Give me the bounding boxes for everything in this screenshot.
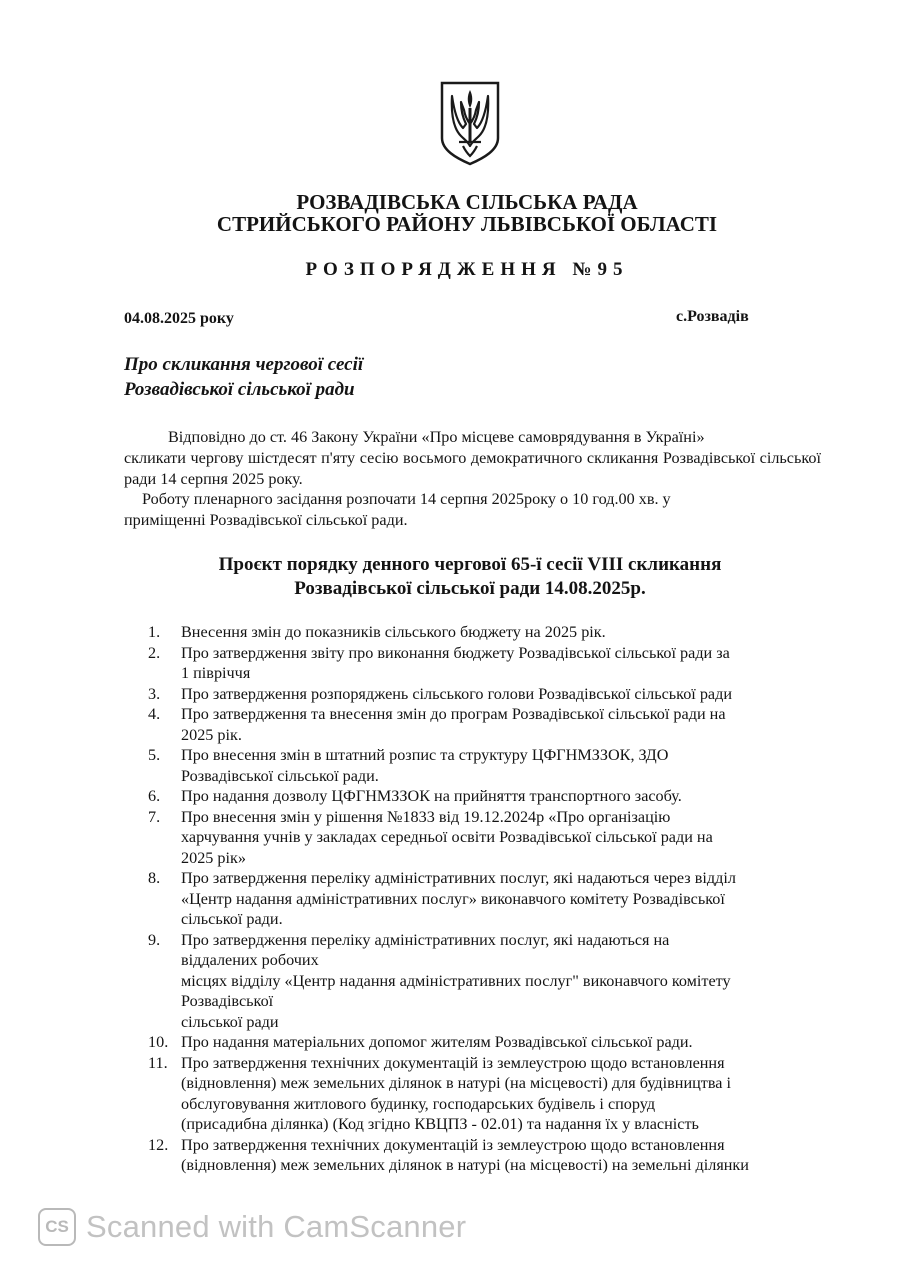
agenda-item (148, 786, 828, 807)
agenda-item (148, 1053, 828, 1135)
district-name: СТРИЙСЬКОГО РАЙОНУ ЛЬВІВСЬКОЇ ОБЛАСТІ (216, 212, 718, 236)
agenda-item-number: 4. (148, 705, 161, 723)
agenda-item-number: 2. (148, 643, 161, 662)
agenda-item-text: Про затвердження переліку адміністративних послуг, які надаються на віддалених робочих місцях відділу «Центр надання адміністративних послуг" виконавчого комітету Розвадівської сільської ради (181, 930, 731, 1031)
agenda-item-number: 1. (148, 623, 161, 641)
agenda-item-number: 3. (148, 684, 161, 703)
subject-line-2: Розвадівської сільської ради (124, 379, 355, 400)
agenda-item (148, 807, 828, 869)
agenda-item (148, 684, 828, 705)
council-name: РОЗВАДІВСЬКА СІЛЬСЬКА РАДА (296, 190, 638, 214)
agenda-item (148, 643, 828, 684)
agenda-item (148, 622, 828, 643)
agenda-item-text: Про затвердження технічних документацій із землеустрою щодо встановлення (відновлення) меж земельних ділянок в натурі (на місцевості) для будівництва і обслуговування житлового будинку, господарських будівель і споруд (присадибна ділянка) (Код згідно КВЦПЗ - 02.01) та надання їх у власність (181, 1053, 732, 1133)
agenda-item (148, 930, 828, 1033)
agenda-item-text: Про затвердження та внесення змін до програм Розвадівської сільської ради на 2025 рік. (181, 705, 726, 744)
agenda-item (148, 1135, 828, 1176)
agenda-item-text: Внесення змін до показників сільського бюджету на 2025 рік. (181, 623, 606, 641)
agenda-item-text: Про надання дозволу ЦФГНМЗЗОК на прийняття транспортного засобу. (181, 787, 682, 805)
agenda-item-number: 12. (148, 1135, 169, 1154)
camscanner-watermark (38, 1208, 466, 1246)
paragraph-2-first-line: Роботу пленарного засідання розпочати 14 серпня 2025року о 10 год.00 хв. у (142, 490, 671, 508)
agenda-title-line-2: Розвадівської сільської ради 14.08.2025р. (294, 578, 646, 599)
body-paragraph-2 (124, 489, 821, 531)
body-paragraph-1 (124, 427, 821, 490)
order-date: 04.08.2025 року (124, 310, 234, 327)
camscanner-logo-icon: CS (38, 1208, 76, 1246)
order-subject (124, 352, 363, 402)
agenda-item-text: Про затвердження переліку адміністративних послуг, які надаються через відділ «Центр надання адміністративних послуг» виконавчого комітету Розвадівської сільської ради. (181, 869, 736, 928)
agenda-item-number: 7. (148, 807, 161, 826)
agenda-item-number: 10. (148, 1033, 169, 1051)
agenda-list (148, 622, 828, 1176)
agenda-item-text: Про затвердження технічних документацій із землеустрою щодо встановлення (відновлення) меж земельних ділянок в натурі (на місцевості) на земельні ділянки (181, 1135, 749, 1174)
order-place: с.Розвадів (676, 308, 749, 325)
agenda-item (148, 868, 828, 930)
agenda-item-text: Про затвердження звіту про виконання бюджету Розвадівської сільської ради за 1 півріччя (181, 643, 730, 682)
agenda-item (148, 704, 828, 745)
agenda-item-text: Про надання матеріальних допомог жителям Розвадівської сільської ради. (181, 1033, 693, 1051)
camscanner-text: Scanned with CamScanner (86, 1209, 467, 1244)
agenda-item-number: 5. (148, 746, 161, 764)
agenda-item (148, 745, 828, 786)
agenda-title (130, 553, 810, 601)
paragraph-2-rest: приміщенні Розвадівської сільської ради. (124, 511, 408, 529)
paragraph-1-rest: скликати чергову шістдесят п'яту сесію восьмого демократичного скликання Розвадівської сільської ради 14 серпня 2025 року. (124, 449, 821, 488)
subject-line-1: Про скликання чергової сесії (124, 354, 364, 375)
coat-of-arms-icon (439, 80, 501, 166)
agenda-item (148, 1032, 828, 1053)
agenda-item-number: 6. (148, 787, 161, 805)
agenda-item-number: 9. (148, 930, 161, 949)
agenda-item-number: 8. (148, 869, 161, 887)
agenda-item-number: 11. (148, 1053, 168, 1072)
order-title: РОЗПОРЯДЖЕННЯ №95 (305, 259, 629, 280)
agenda-title-line-1: Проєкт порядку денного чергової 65-ї сесії VIII скликання (218, 554, 722, 575)
paragraph-1-first-line: Відповідно до ст. 46 Закону України «Про місцеве самоврядування в Україні» (168, 428, 705, 446)
agenda-item-text: Про внесення змін в штатний розпис та структуру ЦФГНМЗЗОК, ЗДО Розвадівської сільської ради. (181, 746, 669, 785)
agenda-item-text: Про затвердження розпоряджень сільського голови Розвадівської сільської ради (181, 684, 733, 703)
agenda-item-text: Про внесення змін у рішення №1833 від 19.12.2024р «Про організацію харчування учнів у закладах середньої освіти Розвадівської сільської ради на 2025 рік» (181, 807, 713, 867)
